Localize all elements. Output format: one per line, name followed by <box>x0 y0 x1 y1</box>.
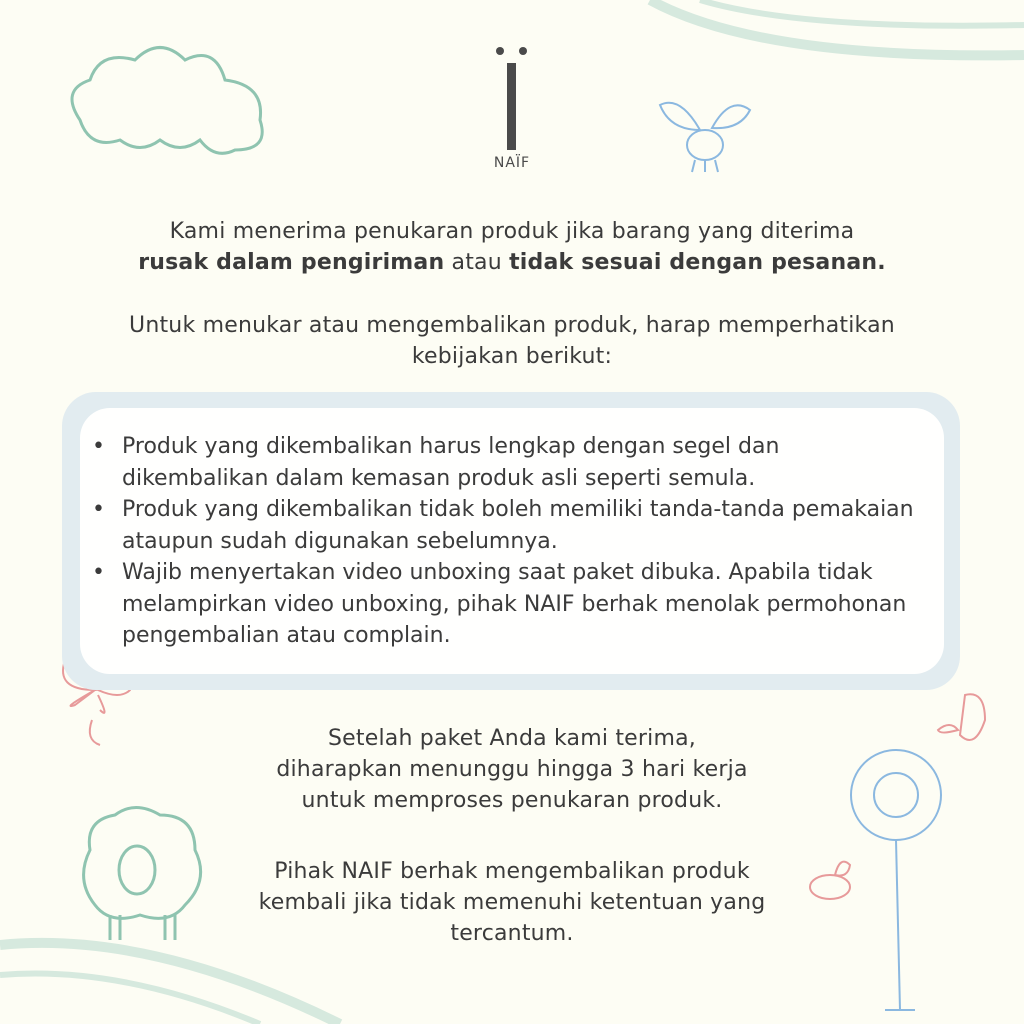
policy-item: • Produk yang dikembalikan tidak boleh memiliki tanda-tanda pemakaian ataupun sudah digunakan sebelumnya. <box>90 494 930 557</box>
intro-line-1: Kami menerima penukaran produk jika barang yang diterima <box>169 219 855 244</box>
closing-text <box>228 856 796 949</box>
logo-dot-right <box>519 47 527 55</box>
closing-line: Pihak NAIF berhak mengembalikan produk <box>274 859 750 884</box>
processing-line: Setelah paket Anda kami terima, <box>328 726 696 751</box>
cloud-icon <box>72 48 262 154</box>
instruction-text <box>0 310 1024 372</box>
butterfly-right-icon <box>938 694 985 740</box>
closing-line: kembali jika tidak memenuhi ketentuan yang <box>258 890 766 915</box>
flower-icon <box>851 750 941 1010</box>
closing-line: tercantum. <box>450 921 574 946</box>
intro-bold-mismatch: tidak sesuai dengan pesanan. <box>509 250 886 275</box>
policy-list <box>90 431 930 652</box>
intro-mid: atau <box>444 250 510 275</box>
logo-text: NAÏF <box>493 155 531 171</box>
policy-item: • Wajib menyertakan video unboxing saat paket dibuka. Apabila tidak melampirkan video unboxing, pihak NAIF berhak menolak permohonan pengembalian atau complain. <box>90 557 930 652</box>
processing-line: diharapkan menunggu hingga 3 hari kerja <box>276 757 748 782</box>
logo-dot-left <box>496 47 504 55</box>
logo-mark <box>507 63 516 150</box>
policy-item: • Produk yang dikembalikan harus lengkap dengan segel dan dikembalikan dalam kemasan produk asli seperti semula. <box>90 431 930 494</box>
swoosh-bottom-left-icon <box>0 943 340 1024</box>
processing-text <box>228 723 796 816</box>
instruction-line-2: kebijakan berikut: <box>411 344 613 369</box>
processing-line: untuk memproses penukaran produk. <box>301 788 723 813</box>
instruction-line-1: Untuk menukar atau mengembalikan produk, harap memperhatikan <box>129 313 895 338</box>
intro-text <box>0 216 1024 278</box>
swoosh-top-right-icon <box>650 0 1024 55</box>
intro-line-2 <box>0 247 1024 278</box>
sheep-icon <box>84 808 201 941</box>
intro-bold-damaged: rusak dalam pengiriman <box>138 250 445 275</box>
bee-icon <box>810 862 850 899</box>
